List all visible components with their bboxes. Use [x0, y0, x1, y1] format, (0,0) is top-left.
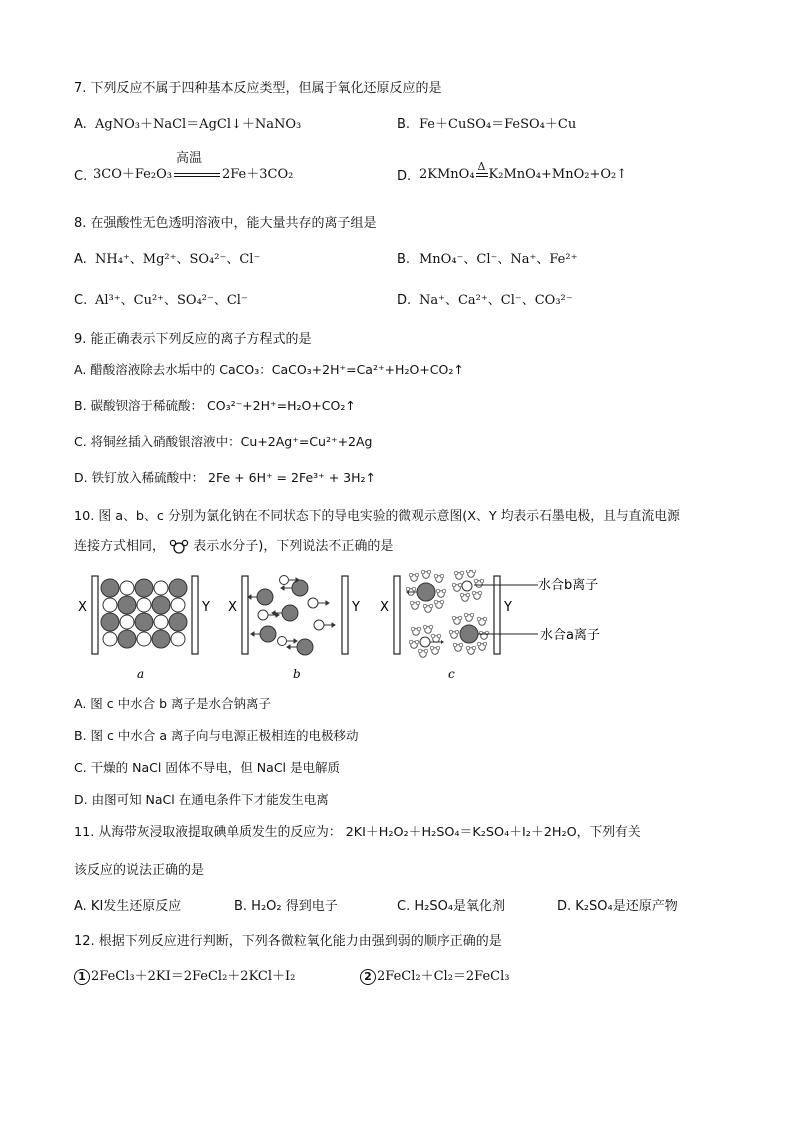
- q7-option-d: [419, 159, 628, 184]
- q8-option-a: NH₄⁺、Mg²⁺、SO₄²⁻、Cl⁻: [95, 252, 261, 267]
- q7-option-a: AgNO₃＋NaCl＝AgCl↓＋NaNO₃: [95, 117, 302, 132]
- hydrated-a-ion-top: [406, 570, 446, 612]
- q12-eq1-text: 2FeCl₃＋2KI＝2FeCl₂＋2KCl＋I₂: [91, 969, 296, 984]
- electrode-y-b: [342, 576, 348, 654]
- q8-option-c-label: C.: [74, 293, 88, 308]
- q12-stem: 12. 根据下列反应进行判断，下列各微粒氧化能力由强到弱的顺序正确的是: [74, 934, 502, 949]
- q12-equation-2: [360, 968, 510, 986]
- q9-option-d: D. 铁钉放入稀硫酸中： 2Fe + 6H⁺ = 2Fe³⁺ + 3H₂↑: [74, 470, 377, 485]
- q11-option-c: C. H₂SO₄是氧化剂: [397, 899, 506, 914]
- q10-stem-line1: 10. 图 a、b、c 分别为氯化钠在不同状态下的导电实验的微观示意图(X、Y 均表示石墨电极，且与直流电源: [74, 509, 680, 524]
- electrode-x-c: [394, 576, 400, 654]
- q7-c-reactants: 3CO＋Fe₂O₃: [93, 167, 172, 182]
- caption-c: c: [448, 667, 455, 681]
- electrode-y-c: [494, 576, 500, 654]
- q7-option-b-label: B.: [397, 117, 411, 132]
- hydrated-b-ion-top: [452, 570, 484, 601]
- electrode-y-a: [192, 576, 198, 654]
- hydrated-b-ion-bottom: [409, 625, 444, 657]
- hydrated-a-ion-label: 水合a离子: [540, 628, 600, 643]
- electrode-x-label-a: X: [78, 600, 87, 615]
- q9-option-b: B. 碳酸钡溶于稀硫酸： CO₃²⁻+2H⁺=H₂O+CO₂↑: [74, 398, 356, 413]
- electrode-x-label-c: X: [380, 600, 389, 615]
- circled-number-1: 1: [74, 969, 90, 985]
- q10-option-d: D. 由图可知 NaCl 在通电条件下才能发生电离: [74, 792, 329, 807]
- q8-option-d-label: D.: [397, 293, 412, 308]
- circled-number-2: 2: [360, 969, 376, 985]
- q7-option-c: [93, 150, 294, 184]
- q7-c-condition: 高温: [175, 150, 202, 166]
- q7-option-b: Fe＋CuSO₄＝FeSO₄＋Cu: [419, 117, 577, 132]
- q7-d-condition: Δ: [477, 159, 486, 173]
- panel-c: [380, 570, 600, 681]
- q7-d-products: K₂MnO₄+MnO₂+O₂↑: [488, 167, 628, 182]
- caption-b: b: [293, 667, 301, 681]
- q12-eq2-text: 2FeCl₂＋Cl₂＝2FeCl₃: [377, 969, 510, 984]
- panel-b: [228, 576, 360, 682]
- q11-option-a: A. KI发生还原反应: [74, 899, 182, 914]
- electrode-x-b: [242, 576, 248, 654]
- q7-c-products: 2Fe＋3CO₂: [221, 167, 294, 182]
- q8-option-c: Al³⁺、Cu²⁺、SO₄²⁻、Cl⁻: [95, 293, 248, 308]
- q7-option-a-label: A.: [74, 117, 87, 132]
- hydrated-b-ion-label: 水合b离子: [538, 578, 599, 593]
- q10-stem-line2: [74, 538, 393, 556]
- electrode-x-a: [92, 576, 98, 654]
- q8-option-a-label: A.: [74, 252, 87, 267]
- q10-stem-line2-post: 表示水分子)，下列说法不正确的是: [193, 539, 394, 554]
- q9-option-a: A. 醋酸溶液除去水垢中的 CaCO₃：CaCO₃+2H⁺=Ca²⁺+H₂O+CO₂↑: [74, 362, 464, 377]
- caption-a: a: [137, 667, 145, 681]
- q11-stem-line2: 该反应的说法正确的是: [74, 863, 205, 878]
- electrode-y-label-b: Y: [352, 600, 360, 615]
- q7-option-d-label: D.: [397, 169, 412, 184]
- q10-option-b: B. 图 c 中水合 a 离子向与电源正极相连的电极移动: [74, 728, 359, 743]
- q9-stem: 9. 能正确表示下列反应的离子方程式的是: [74, 332, 312, 347]
- q8-option-d: Na⁺、Ca²⁺、Cl⁻、CO₃²⁻: [419, 293, 573, 308]
- q7-stem: 7. 下列反应不属于四种基本反应类型，但属于氧化还原反应的是: [74, 81, 442, 96]
- electrode-x-label-b: X: [228, 600, 237, 615]
- q11-stem-line1: 11. 从海带灰浸取液提取碘单质发生的反应为： 2KI＋H₂O₂＋H₂SO₄＝K₂SO₄＋I₂＋2H₂O，下列有关: [74, 825, 641, 840]
- q10-option-c: C. 干燥的 NaCl 固体不导电，但 NaCl 是电解质: [74, 760, 340, 775]
- q10-option-a: A. 图 c 中水合 b 离子是水合钠离子: [74, 696, 271, 711]
- q11-option-d: D. K₂SO₄是还原产物: [557, 899, 678, 914]
- q7-option-c-label: C.: [74, 169, 88, 184]
- q8-stem: 8. 在强酸性无色透明溶液中，能大量共存的离子组是: [74, 216, 377, 231]
- q11-option-b: B. H₂O₂ 得到电子: [234, 899, 338, 914]
- molten-ions: [248, 576, 335, 656]
- panel-a: [78, 576, 210, 681]
- electrode-y-label-a: Y: [202, 600, 210, 615]
- q12-equation-1: [74, 968, 295, 986]
- q8-option-b: MnO₄⁻、Cl⁻、Na⁺、Fe²⁺: [419, 252, 578, 267]
- q9-option-c: C. 将铜丝插入硝酸银溶液中：Cu+2Ag⁺=Cu²⁺+2Ag: [74, 434, 373, 449]
- reaction-condition-arrow: [174, 150, 220, 180]
- nacl-conduction-diagram: [70, 570, 630, 685]
- q10-stem-line2-pre: 连接方式相同，: [74, 539, 166, 554]
- heat-condition-sign: [475, 159, 489, 180]
- nacl-crystal-lattice: [101, 579, 187, 648]
- water-molecule-icon: [169, 539, 189, 555]
- q8-option-b-label: B.: [397, 252, 411, 267]
- electrode-y-label-c: Y: [504, 600, 512, 615]
- q7-d-reactant: 2KMnO₄: [419, 167, 475, 182]
